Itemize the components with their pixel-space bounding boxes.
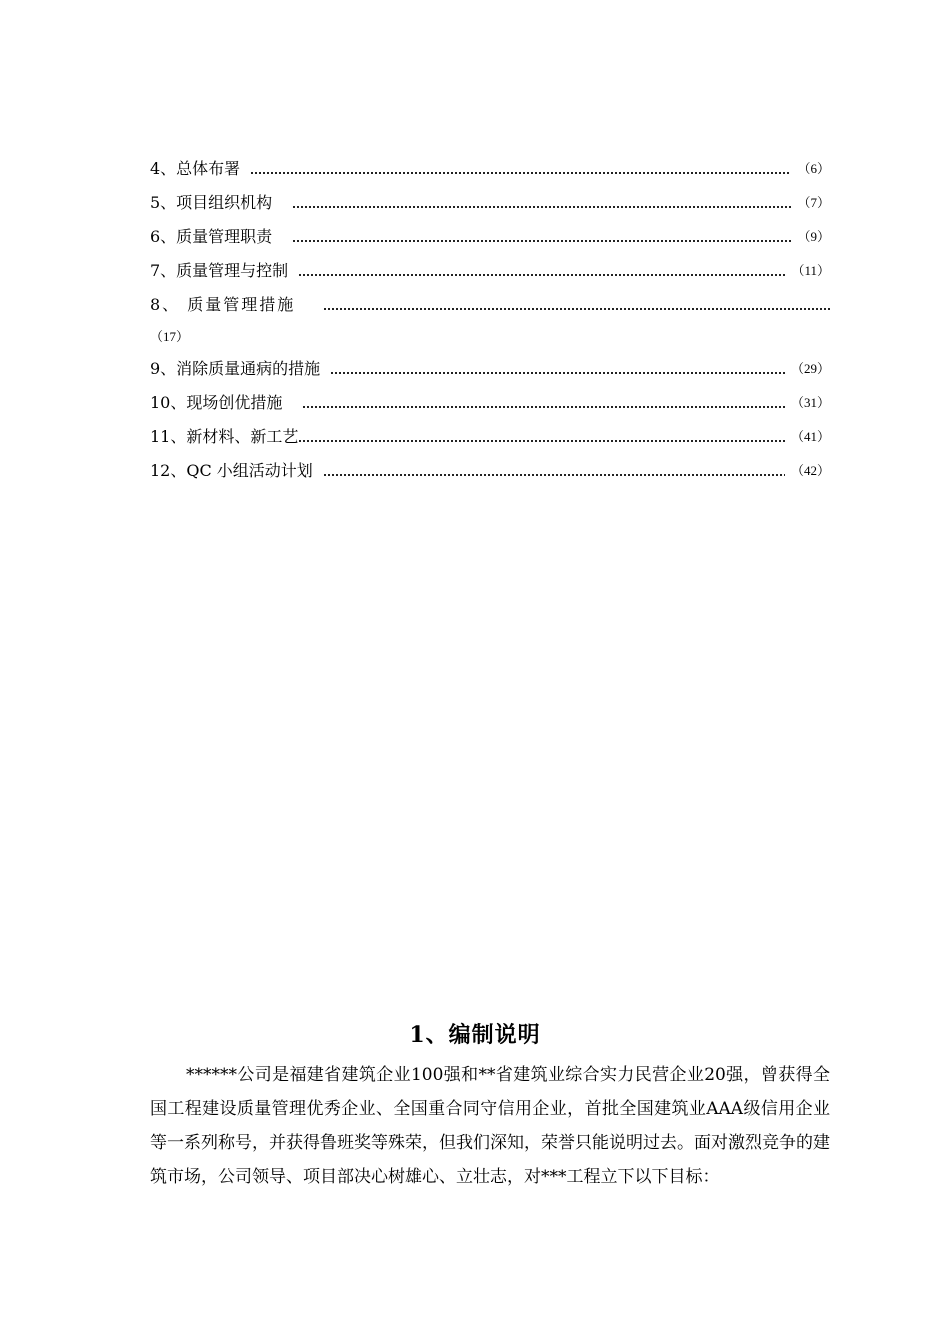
toc-entry-title: 6、质量管理职责 xyxy=(150,227,273,246)
toc-entry[interactable] xyxy=(150,386,830,420)
toc-leader-dots xyxy=(330,352,785,386)
toc-entry-title: 4、总体布署 xyxy=(150,159,241,178)
toc-entry[interactable] xyxy=(150,186,830,220)
toc-leader-dots xyxy=(323,288,830,322)
toc-page-number: （42） xyxy=(790,463,830,478)
toc-entry-title: 7、质量管理与控制 xyxy=(150,261,289,280)
toc-entry[interactable] xyxy=(150,352,830,386)
toc-leader-dots xyxy=(323,454,785,488)
toc-entry-title: 8、 质量管理措施 xyxy=(150,295,296,314)
toc-entry[interactable] xyxy=(150,254,830,288)
toc-leader-dots xyxy=(302,386,785,420)
table-of-contents xyxy=(150,152,830,488)
toc-entry-title: 9、消除质量通病的措施 xyxy=(150,359,321,378)
toc-page-number: （41） xyxy=(790,429,830,444)
toc-entry[interactable] xyxy=(150,454,830,488)
toc-entry-title: 10、现场创优措施 xyxy=(150,393,283,412)
toc-page-number: （7） xyxy=(797,195,830,210)
toc-entry[interactable] xyxy=(150,288,830,352)
toc-page-number: （17） xyxy=(150,329,190,344)
toc-leader-dots xyxy=(292,220,791,254)
toc-entry[interactable] xyxy=(150,420,830,454)
section-paragraph: ******公司是福建省建筑企业100强和**省建筑业综合实力民营企业20强，曾获得全国工程建设质量管理优秀企业、全国重合同守信用企业，首批全国建筑业AAA级信用企业等一系列称号，并获得鲁班奖等殊荣，但我们深知，荣誉只能说明过去。面对激烈竞争的建筑市场，公司领导、项目部决心树雄心、立壮志，对***工程立下以下目标： xyxy=(150,1065,830,1187)
toc-entry-title: 5、项目组织机构 xyxy=(150,193,273,212)
toc-page-number: （6） xyxy=(797,161,830,176)
toc-entry-title: 12、QC 小组活动计划 xyxy=(150,461,313,480)
toc-page-number: （11） xyxy=(791,263,830,278)
toc-entry[interactable] xyxy=(150,220,830,254)
toc-leader-dots xyxy=(292,186,791,220)
section-heading: 1、编制说明 xyxy=(409,1022,541,1048)
toc-leader-dots xyxy=(298,420,785,454)
toc-page-number: （29） xyxy=(790,361,830,376)
toc-entry[interactable] xyxy=(150,152,830,186)
toc-leader-dots xyxy=(250,152,791,186)
toc-entry-title: 11、新材料、新工艺 xyxy=(150,427,299,446)
toc-page-number: （31） xyxy=(790,395,830,410)
toc-page-number: （9） xyxy=(797,229,830,244)
toc-leader-dots xyxy=(298,254,785,288)
